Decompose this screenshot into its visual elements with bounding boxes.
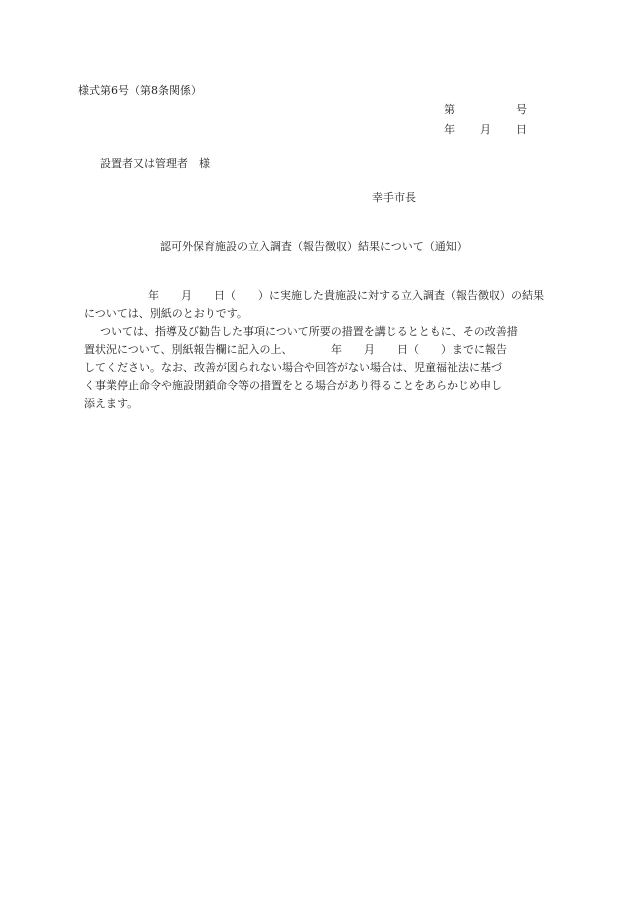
document-number-prefix: 第 bbox=[444, 103, 455, 116]
date-year: 年 bbox=[444, 123, 455, 136]
addressee: 設置者又は管理者 様 bbox=[100, 157, 210, 170]
body-line: については、別紙のとおりです。 bbox=[84, 307, 248, 320]
body-line: 置状況について、別紙報告欄に記入の上、 年 月 日（ ）までに報告 bbox=[84, 343, 508, 356]
body-line: 年 月 日（ ）に実施した貴施設に対する立入調査（報告徴収）の結果 bbox=[148, 289, 544, 302]
body-line: してください。なお、改善が図られない場合や回答がない場合は、児童福祉法に基づ bbox=[84, 361, 502, 374]
date-day: 日 bbox=[516, 123, 527, 136]
document-title: 認可外保育施設の立入調査（報告徴収）結果について（通知） bbox=[160, 240, 468, 253]
body-line: く事業停止命令や施設閉鎖命令等の措置をとる場合があり得ることをあらかじめ申し bbox=[84, 379, 502, 392]
form-label: 様式第6号（第8条関係） bbox=[78, 84, 202, 97]
body-text bbox=[84, 287, 554, 413]
document-number-suffix: 号 bbox=[516, 103, 527, 116]
sender: 幸手市長 bbox=[372, 191, 416, 204]
body-line: 添えます。 bbox=[84, 397, 139, 410]
date-month: 月 bbox=[480, 123, 491, 136]
body-line: ついては、指導及び勧告した事項について所要の措置を講じるとともに、その改善措 bbox=[100, 325, 518, 338]
